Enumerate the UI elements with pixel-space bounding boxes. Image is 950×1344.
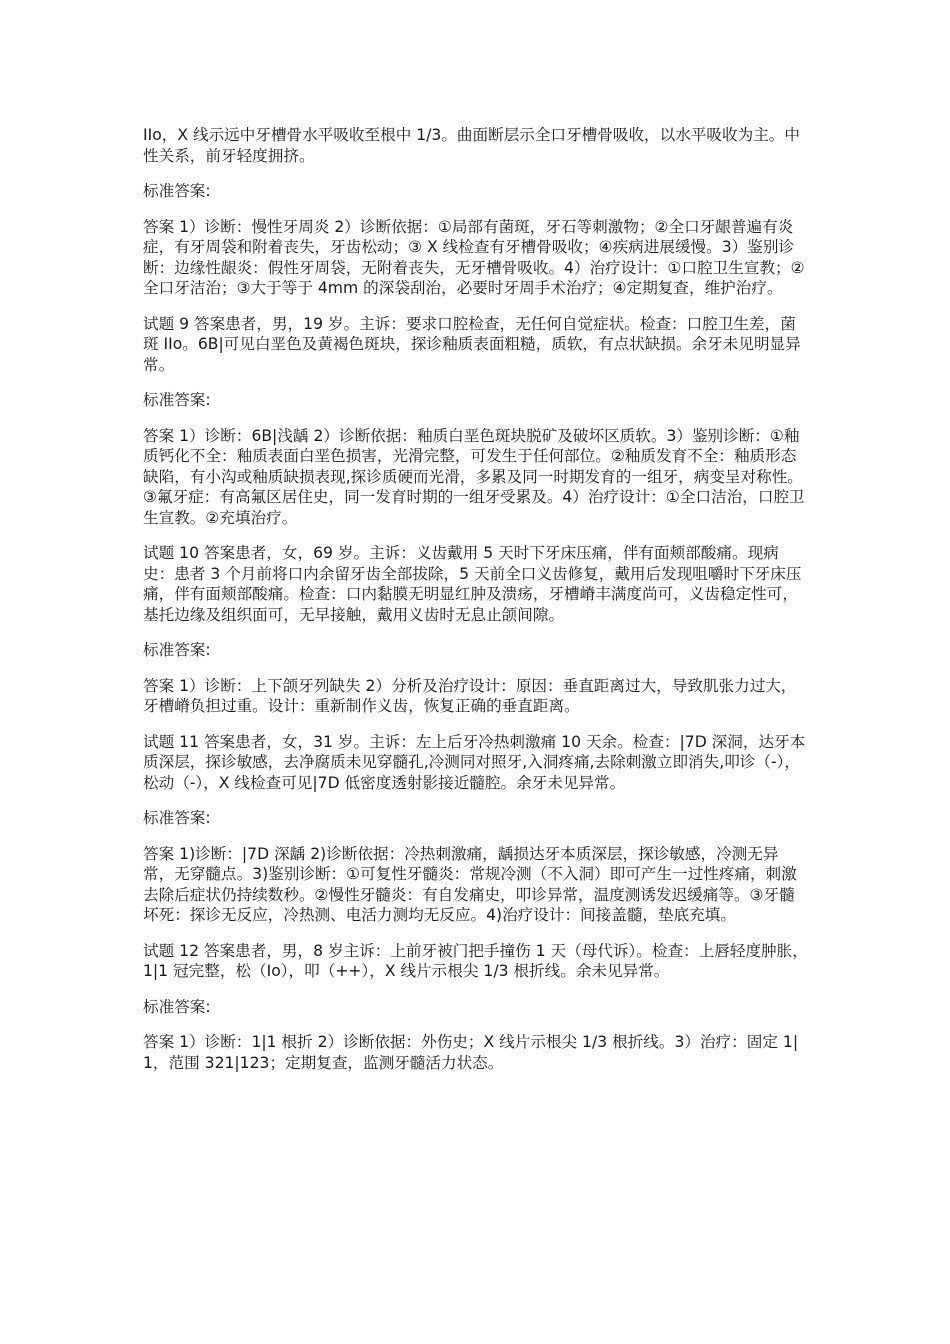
standard-answer-label: 标准答案: (143, 641, 211, 659)
standard-answer-label: 标准答案: (143, 809, 211, 827)
case-10-answer: 答案 1）诊断：上下颌牙列缺失 2）分析及治疗设计：原因：垂直距离过大，导致肌张力过大，牙槽嵴负担过重。设计：重新制作义齿，恢复正确的垂直距离。 (143, 676, 797, 715)
case-10-question: 试题 10 答案患者，女，69 岁。主诉：义齿戴用 5 天时下牙床压痛，伴有面颊部酸痛。现病史：患者 3 个月前将口内余留牙齿全部拔除，5 天前全口义齿修复，戴用后发现咀嚼时下牙床压痛，伴有面颊部酸痛。检查：口内黏膜无明显红肿及溃疡，牙槽嵴丰满度尚可，义齿稳定性可，基托边缘及组织面可，无早接触，戴用义齿时无息止颌间隙。 (143, 544, 802, 624)
standard-answer-label: 标准答案: (143, 182, 211, 200)
case-8-answer: 答案 1）诊断：慢性牙周炎 2）诊断依据：①局部有菌斑，牙石等刺激物；②全口牙龈普遍有炎症，有牙周袋和附着丧失，牙齿松动；③ X 线检查有牙槽骨吸收；④疾病进展缓慢。3）鉴别诊断：边缘性龈炎：假性牙周袋，无附着丧失，无牙槽骨吸收。4）治疗设计：①口腔卫生宣教；②全口牙洁治；③大于等于 4mm 的深袋刮治，必要时牙周手术治疗；④定期复查，维护治疗。 (143, 217, 805, 297)
standard-answer-label: 标准答案: (143, 997, 211, 1016)
document-body (143, 125, 808, 1088)
case-11-question: 试题 11 答案患者，女，31 岁。主诉：左上后牙冷热刺激痛 10 天余。检查：|7D 深洞，达牙本质深层，探诊敏感，去净腐质未见穿髓孔,冷测同对照牙,入洞疼痛,去除刺激立即消失,叩诊（-），松动（-），X 线检查可见|7D 低密度透射影接近髓腔。余牙未见异常。 (143, 732, 806, 792)
case-9-question: 试题 9 答案患者，男，19 岁。主诉：要求口腔检查，无任何自觉症状。检查：口腔卫生差，菌斑 IIo。6B|可见白垩色及黄褐色斑块，探诊釉质表面粗糙，质软，有点状缺损。余牙未见明显异常。 (143, 314, 801, 374)
case-12-question: 试题 12 答案患者，男，8 岁主诉：上前牙被门把手撞伤 1 天（母代诉）。检查：上唇轻度肿胀，1|1 冠完整，松（Io），叩（++），X 线片示根尖 1/3 根折线。余未见异常。 (143, 941, 808, 980)
case-8-findings: IIo，X 线示远中牙槽骨水平吸收至根中 1/3。曲面断层示全口牙槽骨吸收，以水平吸收为主。中性关系，前牙轻度拥挤。 (143, 126, 800, 165)
case-11-answer: 答案 1)诊断：|7D 深龋 2)诊断依据：冷热刺激痛，龋损达牙本质深层，探诊敏感，冷测无异常，无穿髓点。3)鉴别诊断：①可复性牙髓炎：常规冷测（不入洞）即可产生一过性疼痛，刺激去除后症状仍持续数秒。②慢性牙髓炎：有自发痛史，叩诊异常，温度测诱发迟缓痛等。③牙髓坏死：探诊无反应，冷热测、电活力测均无反应。4)治疗设计：间接盖髓，垫底充填。 (143, 844, 797, 924)
standard-answer-label: 标准答案: (143, 391, 211, 409)
case-12-answer: 答案 1）诊断：1|1 根折 2）诊断依据：外伤史；X 线片示根尖 1/3 根折线。3）治疗：固定 1|1，范围 321|123；定期复查，监测牙髓活力状态。 (143, 1033, 799, 1072)
case-9-answer: 答案 1）诊断：6B|浅龋 2）诊断依据：釉质白垩色斑块脱矿及破坏区质软。3）鉴别诊断：①釉质钙化不全：釉质表面白垩色损害，光滑完整，可发生于任何部位。②釉质发育不全：釉质形态缺陷，有小沟或釉质缺损表现,探诊质硬而光滑，多累及同一时期发育的一组牙，病变呈对称性。③氟牙症：有高氟区居住史，同一发育时期的一组牙受累及。4）治疗设计：①全口洁治，口腔卫生宣教。②充填治疗。 (143, 426, 805, 527)
